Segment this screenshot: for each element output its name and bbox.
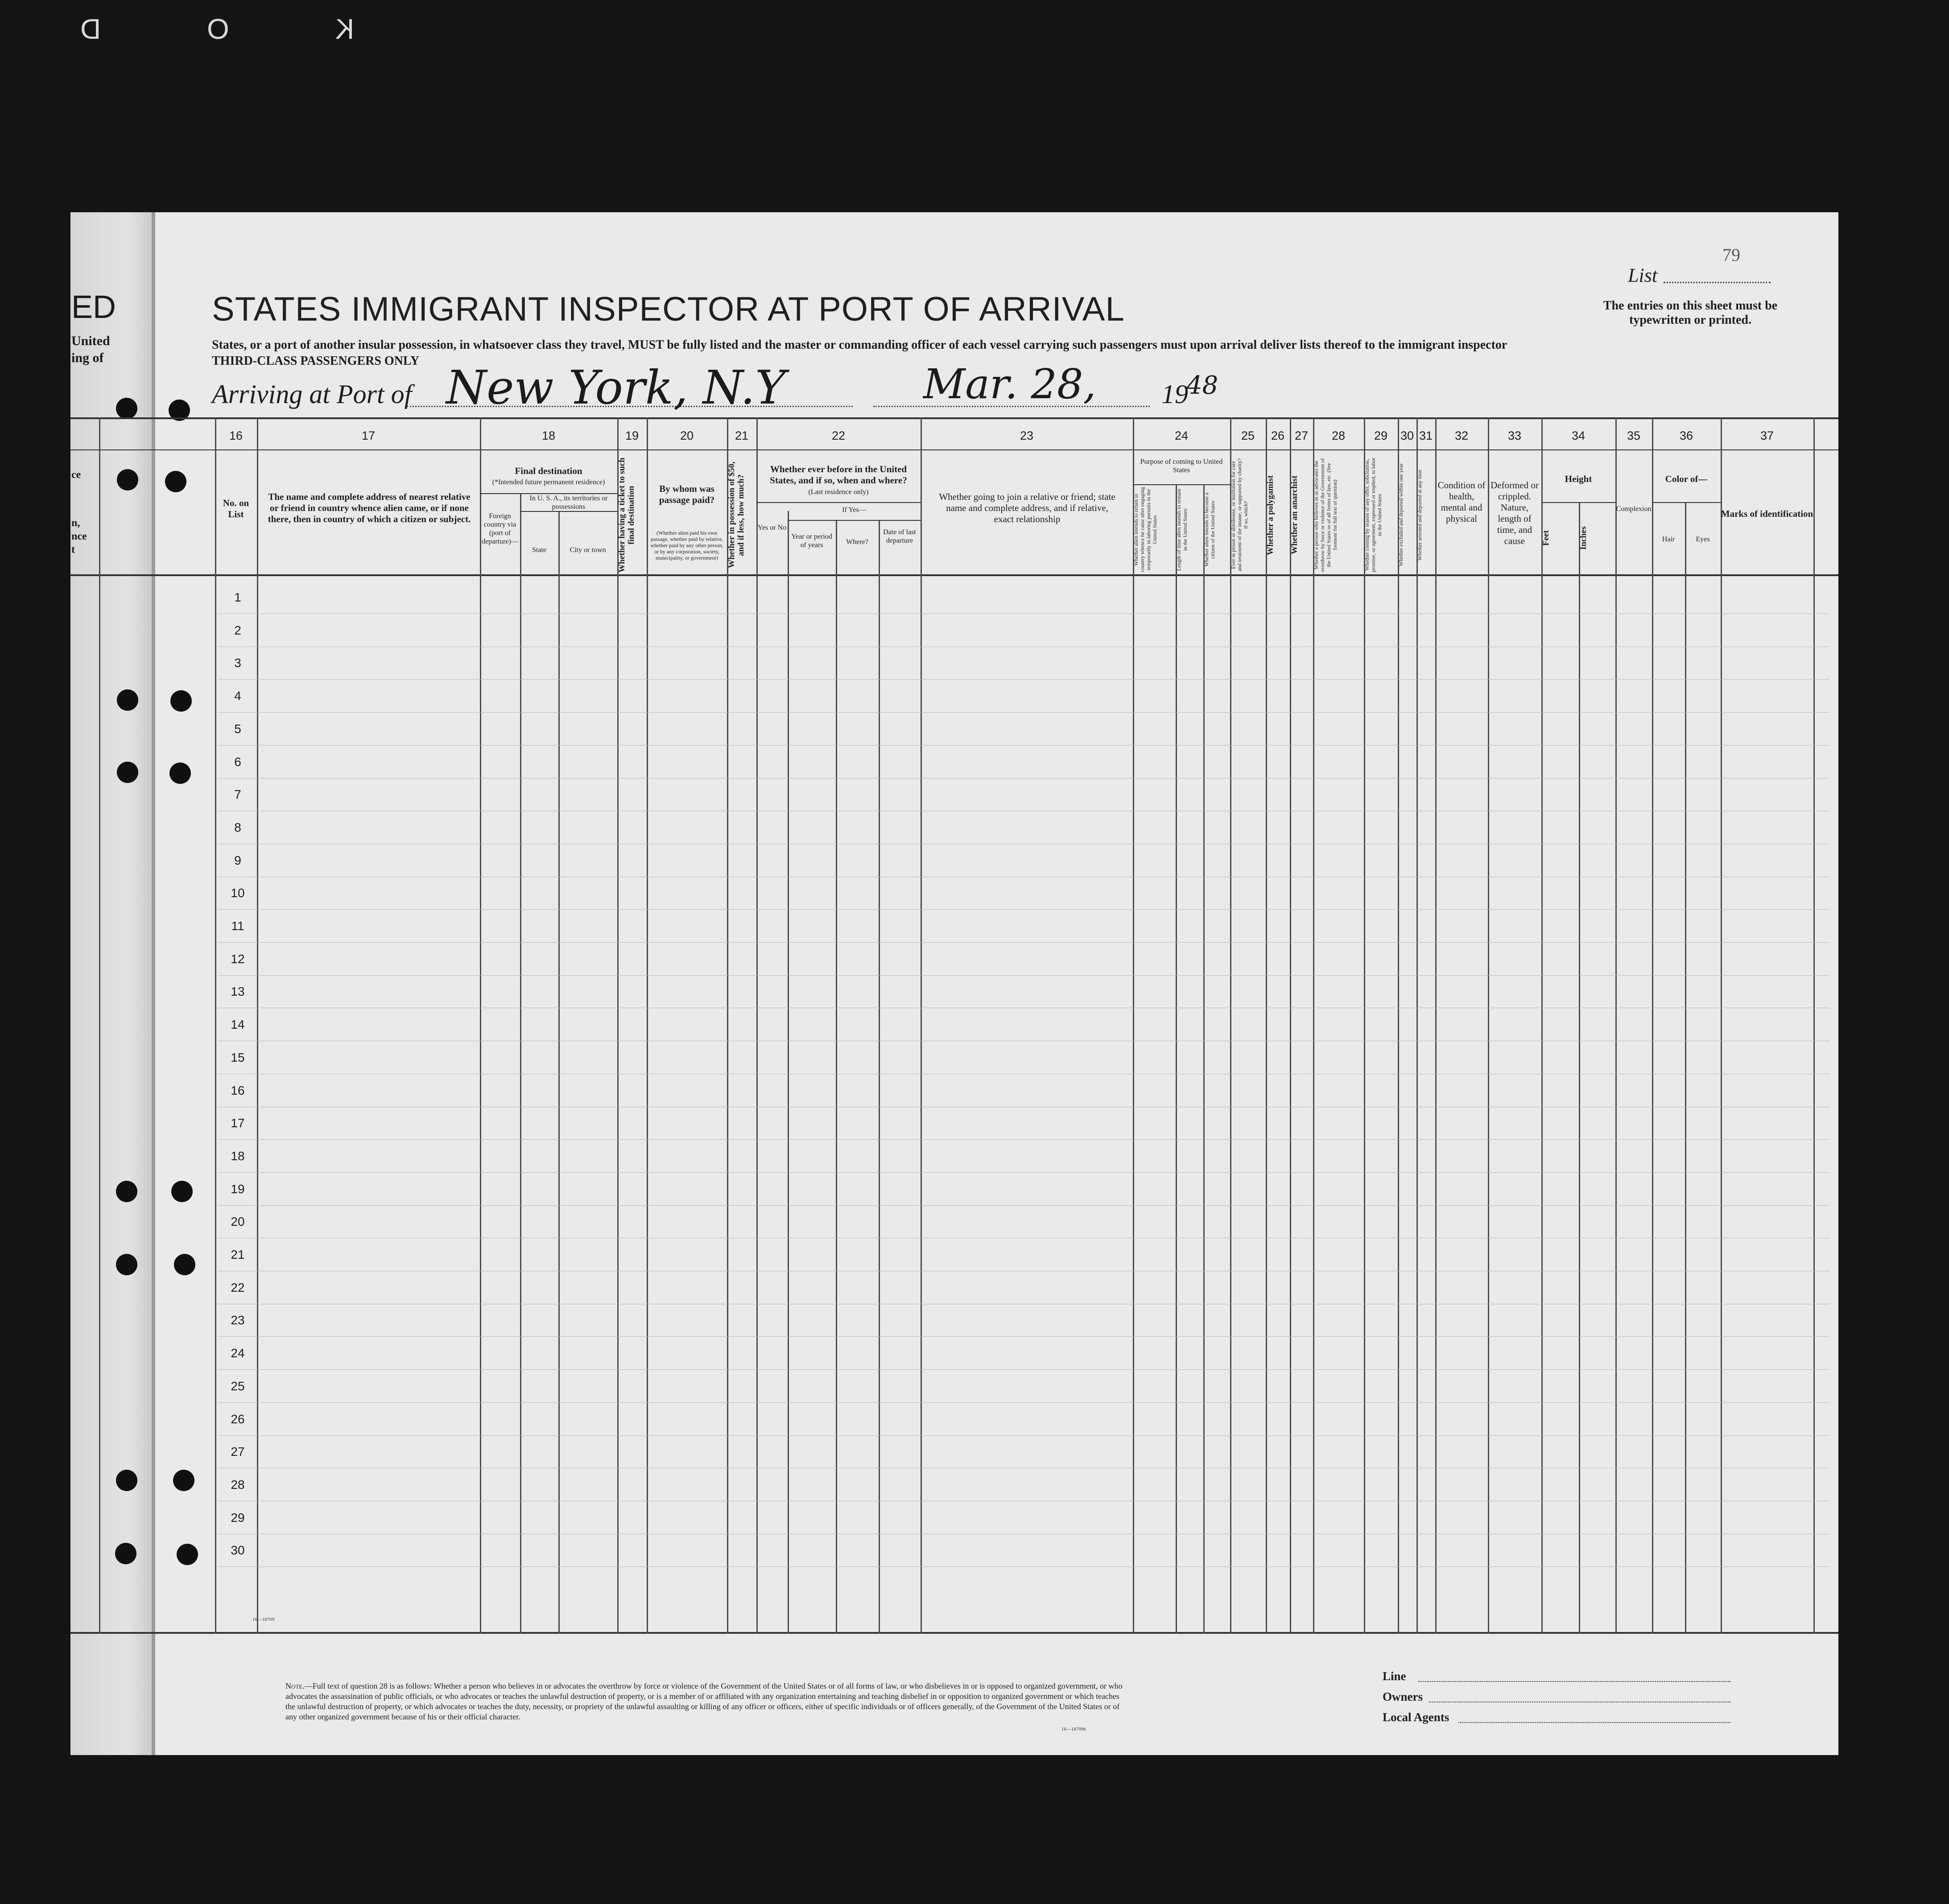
row-rule (218, 1139, 1829, 1140)
row-rule (218, 1205, 1829, 1206)
column-number: 18 (541, 429, 556, 442)
year-prefix: 19 (1161, 379, 1188, 409)
header-prison: Ever in prison or almshouse, or institution for care and treatment of the insane, or supported by charity? If so, which? (1230, 458, 1249, 572)
header-year-period: Year or period of years (791, 533, 832, 549)
column-number: 36 (1679, 429, 1693, 442)
column-number: 35 (1627, 429, 1641, 442)
row-number: 9 (234, 853, 241, 867)
row-rule (218, 975, 1829, 976)
header-polygamist: Whether a polygamist (1266, 475, 1275, 555)
row-number: 10 (231, 886, 245, 900)
header-marks: Marks of identification (1721, 508, 1813, 519)
column-number: 23 (1020, 429, 1034, 442)
header-excluded: Whether excluded and deported within one year (1398, 463, 1404, 567)
header-passage-paid-sub: (Whether alien paid his own passage, whether paid by relative, whether paid by any other person, or by any corporation, society, municipality, or government) (650, 530, 723, 561)
row-rule (218, 1369, 1829, 1370)
row-number: 19 (231, 1182, 245, 1196)
left-page-fragment: ce (71, 469, 81, 481)
column-number: 24 (1174, 429, 1189, 442)
row-number: 4 (234, 689, 241, 703)
header-color-of: Color of— (1665, 474, 1708, 484)
header-yes-or-no: Yes or No (757, 524, 787, 532)
left-page-fragment: nce (71, 531, 87, 542)
footnote-text: —Full text of question 28 is as follows: Whether a person who believes in or advocates the overthrow by force or violence of the Government of the United States or of all forms of law, or who disbelieves in or is opposed to organized government, or who advocates the assassination of public officials, or who advocates or teaches the unlawful destruction of property, or is a member of or affiliated with any organization entertaining and teaching disbelief in or opposition to organized government or which teaches the unlawful destruction of property, or which advocates or teaches the duty, necessity, or propriety of the unlawful assaulting or killing of any officer or officers, either of specific individuals or of officers generally, of the Government of the United States or of any other organized government because of his or their official character. (285, 1681, 1123, 1721)
row-rule (218, 1172, 1829, 1173)
header-ticket: Whether having a ticket to such final destination (617, 457, 636, 573)
row-number: 26 (231, 1412, 245, 1426)
list-line (1664, 282, 1771, 283)
column-number: 32 (1454, 429, 1469, 442)
column-number: 37 (1760, 429, 1774, 442)
header-overthrow: Whether a person who believes in or advocates the overthrow by force or violence of the Government of the United States or of all forms of law, etc. (See footnote for full text of question) (1313, 458, 1338, 572)
header-foreign-country: Foreign country via (port of departure)— (482, 512, 518, 545)
arriving-label: Arriving at Port of (212, 379, 412, 409)
header-complexion: Complexion (1616, 505, 1652, 513)
column-number: 19 (625, 429, 639, 442)
header-ever-before-sub: (Last residence only) (808, 488, 869, 496)
header-last-departure: Date of last departure (883, 528, 916, 544)
row-number: 28 (231, 1477, 245, 1492)
header-purpose: Purpose of coming to United States (1140, 458, 1223, 474)
header-purpose-citizen: Whether alien intends to become a citizen of the United States (1203, 492, 1216, 567)
column-number: 30 (1400, 429, 1414, 442)
header-labor-offer: Whether coming by reason of any offer, solicitation, promise, or agreement, expressed or implied, to labor in the United States (1364, 457, 1383, 573)
header-deported: Whether arrested and deported at any time (1416, 470, 1423, 560)
row-number: 30 (231, 1543, 245, 1558)
line-label: Line (1383, 1669, 1406, 1683)
row-number: 7 (234, 787, 241, 802)
row-number: 12 (231, 952, 245, 966)
date-handwritten: Mar. 28, (923, 360, 1096, 408)
row-rule (218, 712, 1829, 713)
row-number: 29 (231, 1510, 245, 1525)
list-number: 79 (1722, 245, 1740, 265)
row-number: 24 (231, 1346, 245, 1360)
left-page-fragment: t (71, 544, 75, 556)
column-number: 26 (1271, 429, 1285, 442)
header-ever-before: Whether ever before in the United States, and if so, when and where? (770, 464, 907, 486)
header-eyes: Eyes (1696, 536, 1710, 543)
column-number: 25 (1241, 429, 1255, 442)
local-agents-entry (1458, 1722, 1730, 1723)
column-number: 29 (1374, 429, 1388, 442)
row-rule (218, 1402, 1829, 1403)
punch-hole (116, 398, 137, 419)
row-rule (218, 679, 1829, 680)
row-rule (218, 942, 1829, 943)
left-page-fragment: ing of (71, 350, 104, 365)
row-number: 23 (231, 1313, 245, 1327)
form-title: STATES IMMIGRANT INSPECTOR AT PORT OF ARRIVAL (212, 290, 1125, 328)
header-city-or-town: City or town (570, 546, 606, 554)
column-number: 16 (229, 429, 243, 442)
column-number: 34 (1571, 429, 1586, 442)
row-rule (218, 778, 1829, 779)
header-join-relative: Whether going to join a relative or friend; state name and complete address, and if relative, exact relationship (939, 491, 1115, 524)
column-number: 33 (1507, 429, 1522, 442)
footnote (285, 1681, 1124, 1722)
header-no-on-list: No. on List (223, 498, 249, 519)
manifest-table (70, 417, 1838, 1635)
row-number: 21 (231, 1248, 245, 1261)
column-number: 22 (831, 429, 846, 442)
row-number: 16 (231, 1083, 245, 1097)
row-number: 5 (234, 721, 241, 736)
header-final-destination: Final destination (515, 466, 582, 476)
header-hair: Hair (1662, 536, 1675, 543)
row-number: 15 (231, 1050, 245, 1064)
footnote-lead: Note. (285, 1681, 305, 1690)
owners-label: Owners (1383, 1690, 1423, 1703)
header-deformed: Deformed or crippled. Nature, length of time, and cause (1491, 480, 1539, 546)
left-page-fragment: ED (71, 289, 116, 325)
row-number: 25 (231, 1379, 245, 1393)
header-final-destination-sub: (*Intended future permanent residence) (492, 478, 605, 486)
year-handwritten: 48 (1186, 371, 1218, 400)
port-handwritten: New York, N.Y (446, 360, 786, 415)
header-nearest-relative: The name and complete address of nearest relative or friend in country whence alien came, or if none there, then in country of which a citizen or subject. (268, 491, 471, 524)
row-rule (218, 909, 1829, 910)
list-label: List (1628, 264, 1658, 286)
row-number: 8 (234, 820, 241, 834)
row-rule (218, 745, 1829, 746)
header-fifty-dollars: Whether in possession of $50, and if less, how much? (727, 462, 746, 569)
row-number: 13 (231, 985, 245, 999)
local-agents-label: Local Agents (1383, 1710, 1449, 1724)
row-number: 2 (234, 623, 241, 637)
row-number: 6 (234, 754, 241, 769)
row-rule (218, 1336, 1829, 1337)
header-passage-paid: By whom was passage paid? (659, 483, 715, 505)
row-number: 20 (231, 1215, 245, 1229)
row-number: 1 (234, 590, 241, 604)
column-number: 28 (1331, 429, 1346, 442)
column-number: 31 (1419, 429, 1433, 442)
header-health: Condition of health, mental and physical (1437, 480, 1486, 524)
instruction-text: States, or a port of another insular possession, in whatsoever class they travel, MUST be fully listed and the master or commanding officer of each vessel carrying such passengers must upon arrival deliver lists thereof to the immigrant inspector (212, 338, 1507, 352)
typewritten-notice: The entries on this sheet must be typewritten or printed. (1603, 299, 1778, 327)
left-page-fragment: n, (71, 517, 80, 529)
row-number: 3 (234, 656, 241, 670)
column-number: 21 (735, 429, 749, 442)
header-state: State (532, 546, 546, 554)
form-code: 16—18709 (252, 1617, 275, 1622)
row-rule (218, 1566, 1829, 1567)
row-number: 22 (231, 1280, 245, 1294)
column-number: 27 (1294, 429, 1309, 442)
header-feet: Feet (1541, 530, 1551, 546)
header-height: Height (1565, 474, 1592, 484)
row-number: 14 (231, 1018, 245, 1032)
header-inches: Inches (1579, 526, 1588, 550)
line-entry (1418, 1681, 1730, 1682)
passenger-class: THIRD-CLASS PASSENGERS ONLY (212, 354, 420, 368)
header-anarchist: Whether an anarchist (1290, 475, 1299, 555)
row-number: 17 (231, 1116, 245, 1130)
header-where: Where? (846, 538, 868, 546)
film-code: K O D (31, 13, 355, 45)
header-purpose-length: Length of time alien intends to remain in the United States (1176, 489, 1188, 571)
left-page-fragment: United (71, 334, 110, 348)
row-number: 18 (231, 1149, 245, 1163)
footnote-code: 16—18709b (1061, 1727, 1086, 1732)
column-number: 20 (680, 429, 694, 442)
row-number: 27 (231, 1445, 245, 1459)
header-in-usa: In U. S. A., its territories or possessions (529, 495, 608, 511)
column-number: 17 (361, 429, 376, 442)
row-number: 11 (231, 919, 244, 933)
header-if-yes: If Yes— (842, 506, 866, 514)
row-rule (218, 1435, 1829, 1436)
header-purpose-return: Whether alien intends to return to country whence he came after engaging temporarily in laboring pursuits in the United States (1133, 487, 1158, 573)
